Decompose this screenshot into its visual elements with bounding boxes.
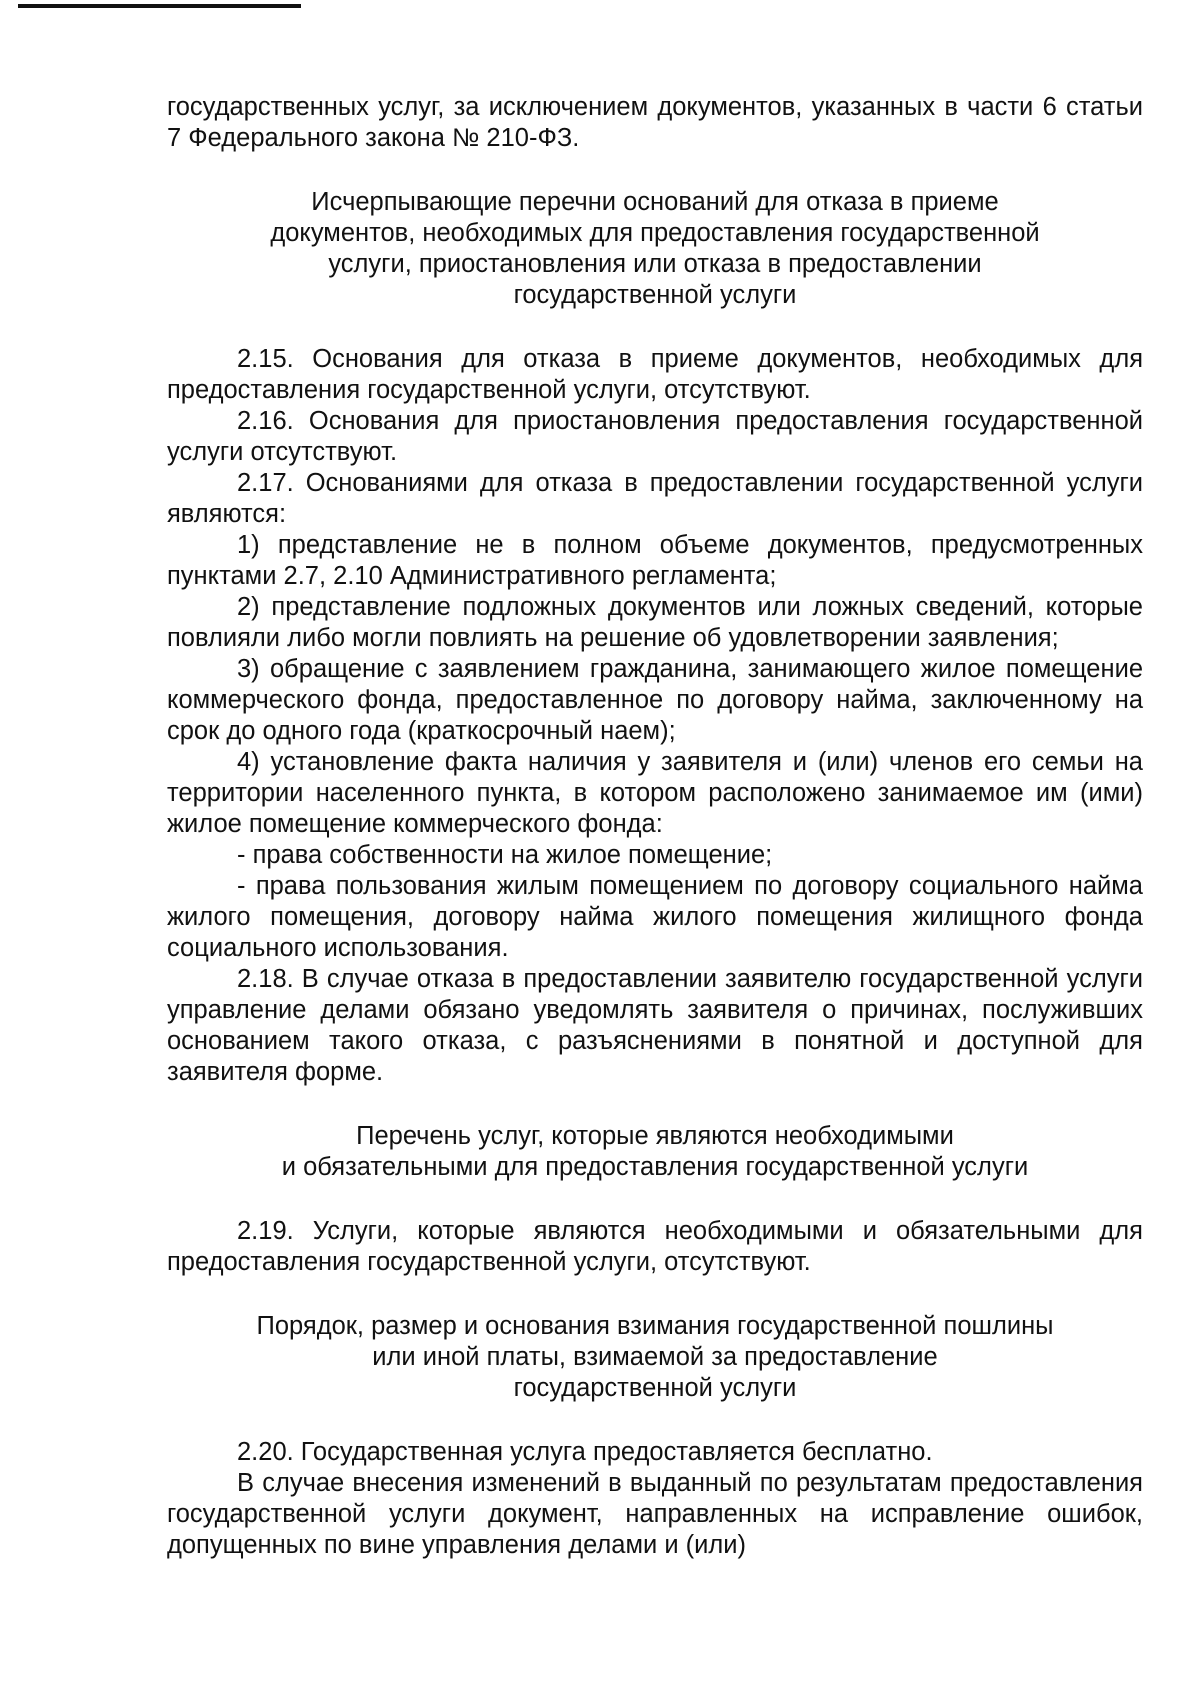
list-item: 4) установление факта наличия у заявителя и (или) членов его семьи на территории населенного пункта, в котором расположено занимаемое им (ими) жилое помещение коммерческого фонда: xyxy=(167,748,1143,838)
paragraph-2-15: 2.15. Основания для отказа в приеме документов, необходимых для предоставления государственной услуги, отсутствуют. xyxy=(167,345,1143,404)
paragraph-2-16: 2.16. Основания для приостановления предоставления государственной услуги отсутствуют. xyxy=(167,407,1143,466)
heading-line: государственной услуги xyxy=(513,1374,797,1402)
heading-state-duty xyxy=(167,1311,1143,1404)
list-item: 1) представление не в полном объеме документов, предусмотренных пунктами 2.7, 2.10 Административного регламента; xyxy=(167,531,1143,590)
list-item: 2) представление подложных документов или ложных сведений, которые повлияли либо могли повлиять на решение об удовлетворении заявления; xyxy=(167,593,1143,652)
lead-paragraph: государственных услуг, за исключением документов, указанных в части 6 статьи 7 Федерального закона № 210-ФЗ. xyxy=(167,93,1143,152)
heading-line: государственной услуги xyxy=(513,281,797,309)
heading-line: или иной платы, взимаемой за предоставление xyxy=(372,1343,938,1371)
paragraph-2-18: 2.18. В случае отказа в предоставлении заявителю государственной услуги управление делами обязано уведомлять заявителя о причинах, послуживших основанием такого отказа, с разъяснениями в понятной и доступной для заявителя форме. xyxy=(167,965,1143,1086)
document-page xyxy=(167,92,1143,1561)
list-item: - права собственности на жилое помещение; xyxy=(237,841,773,869)
heading-line: Перечень услуг, которые являются необходимыми xyxy=(356,1122,954,1150)
paragraph-2-20-continuation: В случае внесения изменений в выданный по результатам предоставления государственной услуги документ, направленных на исправление ошибок, допущенных по вине управления делами и (или) xyxy=(167,1469,1143,1559)
list-item: - права пользования жилым помещением по договору социального найма жилого помещения, договору найма жилого помещения жилищного фонда социального использования. xyxy=(167,872,1143,962)
heading-line: услуги, приостановления или отказа в предоставлении xyxy=(328,250,982,278)
heading-line: и обязательными для предоставления государственной услуги xyxy=(281,1153,1029,1181)
scan-edge-line xyxy=(18,4,301,8)
heading-required-services xyxy=(167,1121,1143,1183)
heading-refusal-grounds xyxy=(167,187,1143,311)
paragraph-2-17: 2.17. Основаниями для отказа в предоставлении государственной услуги являются: xyxy=(167,469,1143,528)
heading-line: документов, необходимых для предоставления государственной xyxy=(270,219,1040,247)
heading-line: Исчерпывающие перечни оснований для отказа в приеме xyxy=(311,188,999,216)
heading-line: Порядок, размер и основания взимания государственной пошлины xyxy=(256,1312,1054,1340)
paragraph-2-20: 2.20. Государственная услуга предоставляется бесплатно. xyxy=(237,1438,933,1466)
paragraph-2-19: 2.19. Услуги, которые являются необходимыми и обязательными для предоставления государственной услуги, отсутствуют. xyxy=(167,1217,1143,1276)
list-item: 3) обращение с заявлением гражданина, занимающего жилое помещение коммерческого фонда, предоставленное по договору найма, заключенному на срок до одного года (краткосрочный наем); xyxy=(167,655,1143,745)
